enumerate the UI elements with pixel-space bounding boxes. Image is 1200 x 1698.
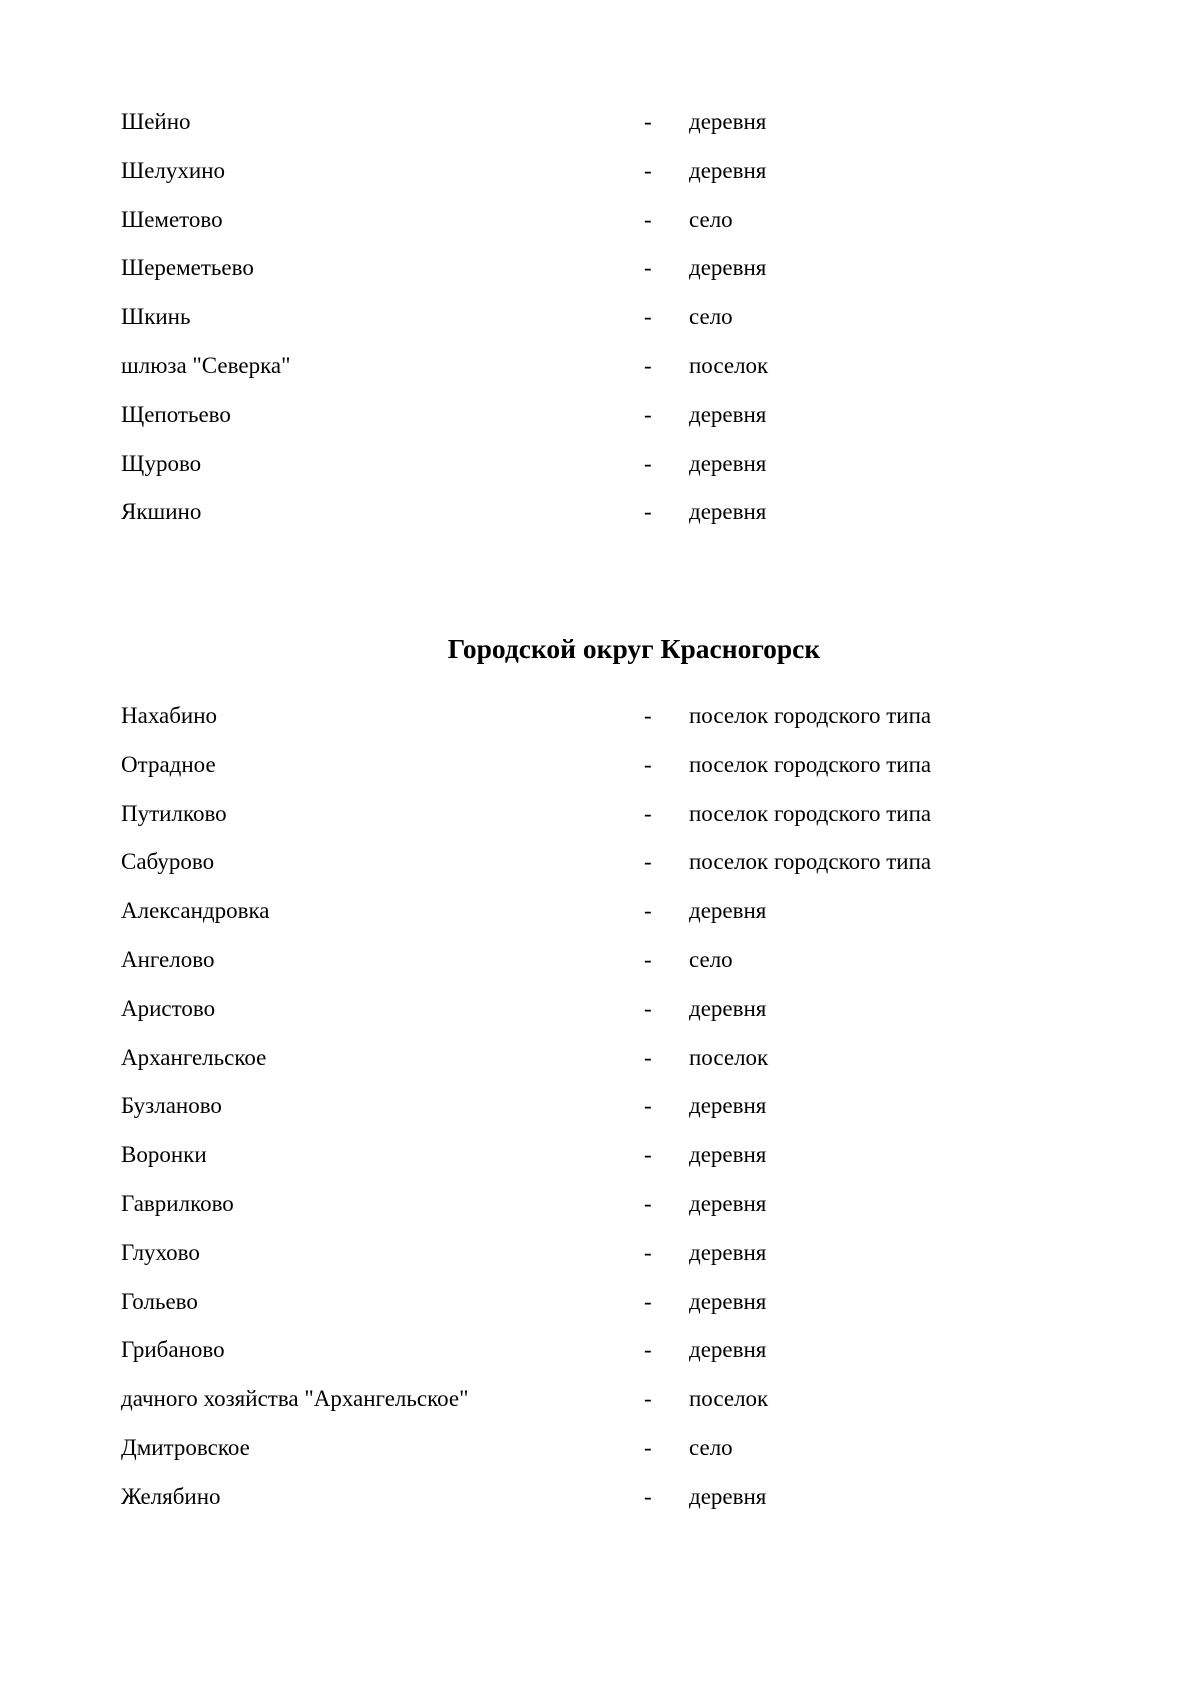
list-item — [121, 945, 1121, 994]
settlement-type: деревня — [689, 255, 767, 281]
settlement-type: деревня — [689, 499, 767, 525]
list-item — [121, 994, 1121, 1043]
settlement-name: Шкинь — [121, 304, 191, 330]
list-item — [121, 1335, 1121, 1384]
separator-dash: - — [644, 995, 652, 1021]
list-item — [121, 1140, 1121, 1189]
separator-dash: - — [644, 1434, 652, 1460]
settlement-type: деревня — [689, 1288, 767, 1314]
settlement-name: Сабурово — [121, 849, 215, 875]
settlement-type: деревня — [689, 898, 767, 924]
settlement-type: село — [689, 206, 733, 232]
list-item — [121, 351, 1121, 400]
separator-dash: - — [644, 703, 652, 728]
separator-dash: - — [644, 946, 652, 972]
list-item — [121, 1043, 1121, 1092]
settlement-name: Ангелово — [121, 946, 215, 972]
settlement-name: Бузланово — [121, 1093, 222, 1119]
settlement-name: Шеметово — [121, 206, 223, 232]
settlement-type: поселок — [689, 1386, 769, 1412]
separator-dash: - — [644, 206, 652, 232]
separator-dash: - — [644, 1190, 652, 1216]
separator-dash: - — [644, 157, 652, 183]
settlement-name: Грибаново — [121, 1337, 225, 1363]
separator-dash: - — [644, 255, 652, 281]
settlement-type: деревня — [689, 109, 767, 134]
settlement-type: село — [689, 304, 733, 330]
list-item — [121, 302, 1121, 351]
settlement-type: село — [689, 946, 733, 972]
separator-dash: - — [644, 1044, 652, 1070]
separator-dash: - — [644, 751, 652, 777]
settlement-name: Отрадное — [121, 751, 216, 777]
list-item — [121, 205, 1121, 254]
separator-dash: - — [644, 1093, 652, 1119]
settlement-type: поселок городского типа — [689, 703, 932, 728]
list-item — [121, 1287, 1121, 1336]
separator-dash: - — [644, 1239, 652, 1265]
settlement-list-krasnogorsk — [121, 701, 1121, 1531]
settlement-type: поселок — [689, 1044, 769, 1070]
settlement-name: Воронки — [121, 1142, 207, 1168]
settlement-type: деревня — [689, 157, 767, 183]
separator-dash: - — [644, 1142, 652, 1168]
separator-dash: - — [644, 849, 652, 875]
settlement-type: деревня — [689, 1142, 767, 1168]
settlement-name: Путилково — [121, 800, 227, 826]
settlement-type: поселок — [689, 352, 769, 378]
separator-dash: - — [644, 109, 652, 134]
separator-dash: - — [644, 352, 652, 378]
settlement-name: Шелухино — [121, 157, 226, 183]
settlement-name: Желябино — [121, 1483, 221, 1509]
separator-dash: - — [644, 1483, 652, 1509]
list-item — [121, 1189, 1121, 1238]
settlement-type: деревня — [689, 450, 767, 476]
separator-dash: - — [644, 304, 652, 330]
separator-dash: - — [644, 450, 652, 476]
settlement-type: поселок городского типа — [689, 849, 932, 875]
list-item — [121, 1091, 1121, 1140]
separator-dash: - — [644, 898, 652, 924]
list-item — [121, 1384, 1121, 1433]
list-item — [121, 750, 1121, 799]
settlement-name: дачного хозяйства "Архангельское" — [121, 1386, 469, 1412]
settlement-type: деревня — [689, 995, 767, 1021]
settlement-type: деревня — [689, 1337, 767, 1363]
settlement-list-previous-section — [121, 107, 1121, 546]
list-item — [121, 799, 1121, 848]
list-item — [121, 847, 1121, 896]
settlement-type: деревня — [689, 401, 767, 427]
separator-dash: - — [644, 401, 652, 427]
settlement-type: деревня — [689, 1483, 767, 1509]
settlement-name: Щепотьево — [121, 401, 231, 427]
settlement-name: Гольево — [121, 1288, 198, 1314]
list-item — [121, 156, 1121, 205]
settlement-name: Щурово — [121, 450, 202, 476]
list-item — [121, 701, 1121, 750]
list-item — [121, 107, 1121, 156]
settlement-name: Нахабино — [121, 703, 218, 728]
settlement-name: Гаврилково — [121, 1190, 234, 1216]
settlement-name: Аристово — [121, 995, 216, 1021]
settlement-type: деревня — [689, 1239, 767, 1265]
settlement-name: Архангельское — [121, 1044, 267, 1070]
settlement-name: шлюза "Северка" — [121, 352, 291, 378]
settlement-name: Шейно — [121, 109, 191, 134]
separator-dash: - — [644, 1386, 652, 1412]
settlement-name: Дмитровское — [121, 1434, 250, 1460]
list-item — [121, 1433, 1121, 1482]
settlement-name: Глухово — [121, 1239, 200, 1265]
list-item — [121, 1238, 1121, 1287]
settlement-name: Шереметьево — [121, 255, 254, 281]
settlement-type: село — [689, 1434, 733, 1460]
section-heading: Городской округ Красногорск — [447, 633, 821, 664]
list-item — [121, 400, 1121, 449]
settlement-type: поселок городского типа — [689, 751, 932, 777]
settlement-name: Александровка — [121, 898, 270, 924]
list-item — [121, 896, 1121, 945]
list-item — [121, 449, 1121, 498]
separator-dash: - — [644, 1288, 652, 1314]
list-item — [121, 497, 1121, 546]
list-item — [121, 253, 1121, 302]
settlement-name: Якшино — [121, 499, 202, 525]
settlement-type: деревня — [689, 1190, 767, 1216]
settlement-type: поселок городского типа — [689, 800, 932, 826]
separator-dash: - — [644, 800, 652, 826]
list-item — [121, 1482, 1121, 1531]
settlement-type: деревня — [689, 1093, 767, 1119]
separator-dash: - — [644, 1337, 652, 1363]
separator-dash: - — [644, 499, 652, 525]
